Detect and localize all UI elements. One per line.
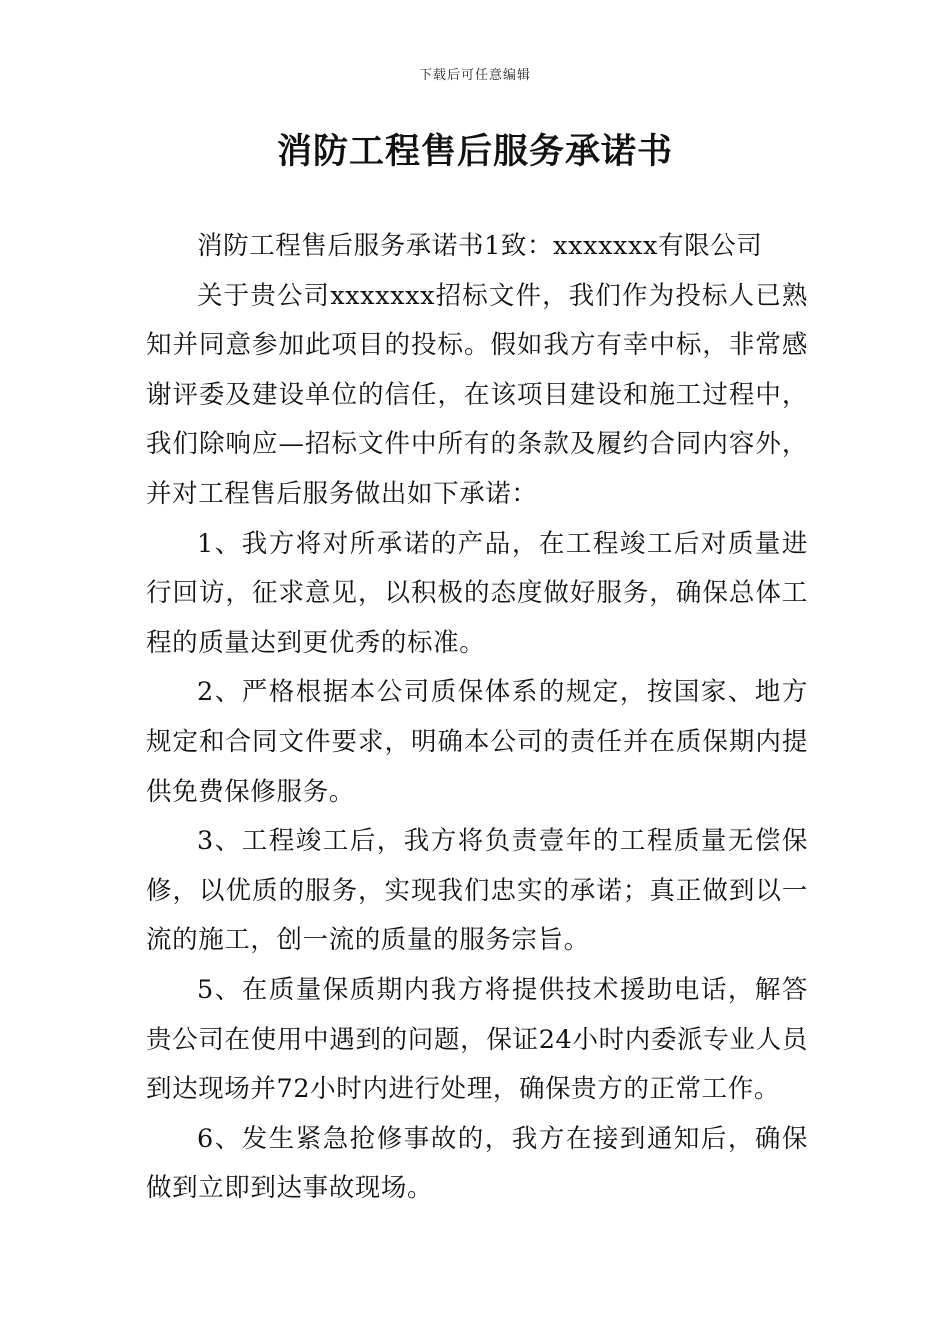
paragraph-commitment-2: 2、严格根据本公司质保体系的规定，按国家、地方规定和合同文件要求，明确本公司的责任并在质保期内提供免费保修服务。	[146, 677, 808, 807]
paragraph-salutation: 消防工程售后服务承诺书1致：xxxxxxx有限公司	[197, 231, 763, 261]
document-title: 消防工程售后服务承诺书	[276, 132, 673, 172]
paragraph-intro: 关于贵公司xxxxxxx招标文件，我们作为投标人已熟知并同意参加此项目的投标。假如我方有幸中标，非常感谢评委及建设单位的信任，在该项目建设和施工过程中，我们除响应—招标文件中所有的条款及履约合同内容外，并对工程售后服务做出如下承诺：	[146, 280, 808, 509]
paragraph-commitment-6: 6、发生紧急抢修事故的，我方在接到通知后，确保做到立即到达事故现场。	[146, 1123, 808, 1204]
paragraph-commitment-3: 3、工程竣工后，我方将负责壹年的工程质量无偿保修，以优质的服务，实现我们忠实的承诺；真正做到以一流的施工，创一流的质量的服务宗旨。	[146, 826, 808, 956]
header-note: 下载后可任意编辑	[418, 68, 531, 83]
paragraph-commitment-5: 5、在质量保质期内我方将提供技术援助电话，解答贵公司在使用中遇到的问题，保证24小时内委派专业人员到达现场并72小时内进行处理，确保贵方的正常工作。	[146, 974, 808, 1105]
document-body	[146, 222, 808, 1214]
paragraph-commitment-1: 1、我方将对所承诺的产品，在工程竣工后对质量进行回访，征求意见，以积极的态度做好服务，确保总体工程的质量达到更优秀的标准。	[146, 528, 808, 658]
